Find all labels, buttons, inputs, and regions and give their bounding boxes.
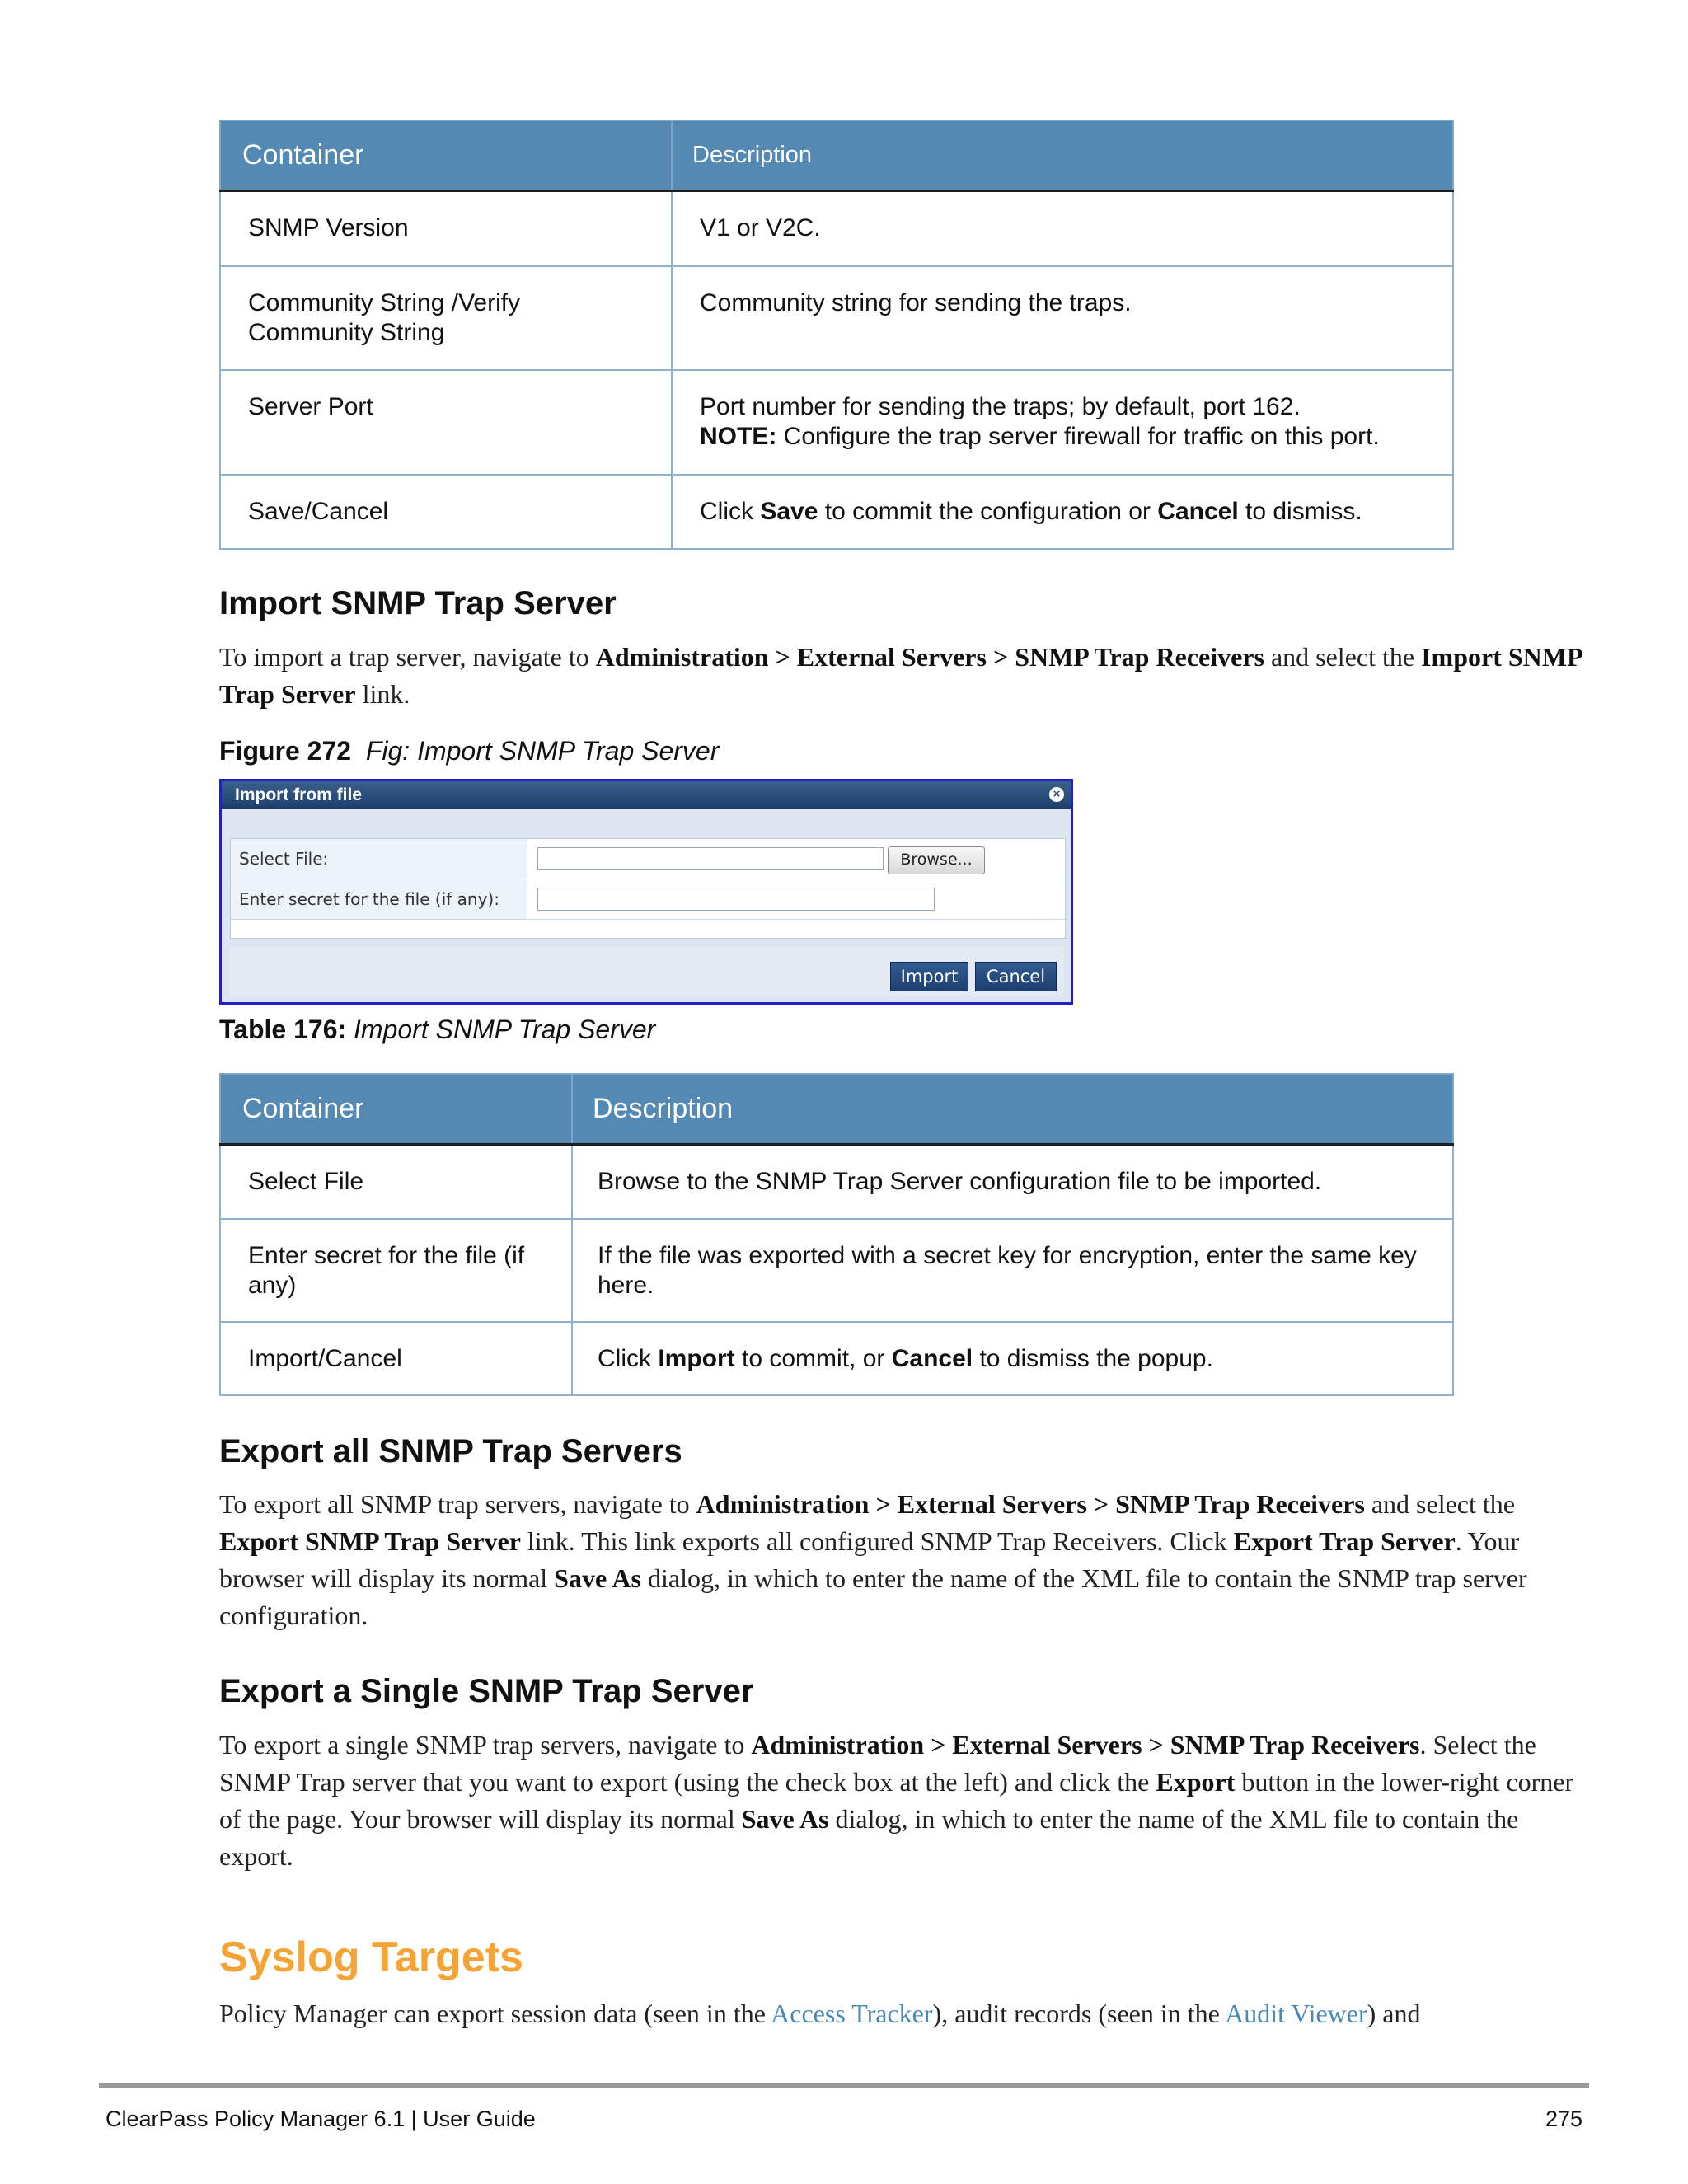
dialog-title: Import from file bbox=[222, 781, 1071, 809]
cell-container: Enter secret for the file (if any) bbox=[220, 1219, 572, 1322]
bold-save: Save bbox=[760, 497, 818, 525]
import-paragraph bbox=[219, 639, 1587, 713]
text-fragment: and select the bbox=[1264, 642, 1422, 672]
page-number: 275 bbox=[1545, 2107, 1582, 2131]
text-fragment: button in the lower-right corner of the page. Your browser will display its normal bbox=[219, 1767, 1574, 1834]
cell-description: V1 or V2C. bbox=[672, 191, 1453, 266]
export-single-paragraph bbox=[219, 1727, 1587, 1875]
table-label: Table 176: bbox=[219, 1015, 347, 1044]
dialog-form bbox=[230, 838, 1066, 939]
footer-title: ClearPass Policy Manager 6.1 | User Guide bbox=[106, 2107, 536, 2131]
secret-label: Enter secret for the file (if any): bbox=[231, 879, 528, 919]
text-fragment: and select the bbox=[1364, 1489, 1515, 1519]
text-fragment: Policy Manager can export session data (seen in the bbox=[219, 1999, 771, 2028]
import-dialog bbox=[219, 779, 1073, 1005]
text-fragment: dialog, in which to enter the name of the XML file to contain the SNMP trap server configuration. bbox=[219, 1563, 1527, 1630]
link-name: Export SNMP Trap Server bbox=[219, 1526, 521, 1556]
text-fragment: to commit the configuration or bbox=[818, 497, 1158, 525]
export-single-heading: Export a Single SNMP Trap Server bbox=[219, 1673, 754, 1709]
select-file-input[interactable] bbox=[537, 847, 884, 870]
table-header-row bbox=[220, 1074, 1453, 1145]
import-button[interactable]: Import bbox=[890, 962, 968, 991]
table-header-row bbox=[220, 120, 1453, 191]
text-fragment: ), audit records (seen in the bbox=[932, 1999, 1226, 2028]
description-text: Port number for sending the traps; by default, port 162. bbox=[700, 392, 1301, 420]
cell-container: Save/Cancel bbox=[220, 475, 672, 549]
column-header-description: Description bbox=[672, 120, 1453, 191]
table-row bbox=[220, 1145, 1453, 1219]
export-all-heading: Export all SNMP Trap Servers bbox=[219, 1433, 682, 1469]
figure-title: Fig: Import SNMP Trap Server bbox=[365, 736, 720, 766]
cell-container: Import/Cancel bbox=[220, 1322, 572, 1395]
dialog-name: Save As bbox=[741, 1804, 829, 1834]
cell-description: Browse to the SNMP Trap Server configuration file to be imported. bbox=[572, 1145, 1453, 1219]
note-label: NOTE: bbox=[700, 422, 777, 450]
cell-description bbox=[572, 1322, 1453, 1395]
text-fragment: Click bbox=[700, 497, 761, 525]
select-file-row bbox=[231, 839, 1065, 879]
column-header-container: Container bbox=[220, 1074, 572, 1145]
cell-container: Community String /Verify Community String bbox=[220, 266, 672, 370]
cancel-button[interactable]: Cancel bbox=[975, 962, 1057, 991]
text-fragment: To import a trap server, navigate to bbox=[219, 642, 596, 672]
import-heading: Import SNMP Trap Server bbox=[219, 585, 617, 621]
text-fragment: . Your browser will display its normal bbox=[219, 1526, 1520, 1593]
nav-path: Administration > External Servers > SNMP Trap Receivers bbox=[751, 1730, 1420, 1760]
import-fields-table bbox=[219, 1073, 1454, 1396]
syslog-paragraph bbox=[219, 1995, 1587, 2032]
table-title: Import SNMP Trap Server bbox=[354, 1015, 656, 1044]
table-row bbox=[220, 475, 1453, 549]
browse-button[interactable]: Browse... bbox=[888, 846, 985, 874]
text-fragment: to commit, or bbox=[734, 1344, 892, 1372]
snmp-settings-table bbox=[219, 120, 1454, 550]
export-all-paragraph bbox=[219, 1486, 1587, 1634]
text-fragment: ) and bbox=[1367, 1999, 1421, 2028]
text-fragment: to dismiss the popup. bbox=[973, 1344, 1213, 1372]
button-name: Export Trap Server bbox=[1233, 1526, 1456, 1556]
text-fragment: . Select the SNMP Trap server that you want to export (using the check box at the left) and click the bbox=[219, 1730, 1536, 1797]
table-row bbox=[220, 370, 1453, 475]
text-fragment: link. This link exports all configured SNMP Trap Receivers. Click bbox=[520, 1526, 1234, 1556]
cell-container: Select File bbox=[220, 1145, 572, 1219]
text-fragment: Click bbox=[598, 1344, 659, 1372]
link-name: Import SNMP Trap Server bbox=[219, 642, 1582, 709]
bold-cancel: Cancel bbox=[1157, 497, 1239, 525]
cell-description bbox=[672, 370, 1453, 475]
text-fragment: to dismiss. bbox=[1238, 497, 1362, 525]
secret-row bbox=[231, 879, 1065, 920]
text-fragment: To export all SNMP trap servers, navigate to bbox=[219, 1489, 696, 1519]
footer-divider bbox=[99, 2083, 1589, 2088]
text-fragment: dialog, in which to enter the name of the XML file to contain the export. bbox=[219, 1804, 1519, 1871]
button-name: Export bbox=[1156, 1767, 1236, 1797]
nav-path: Administration > External Servers > SNMP Trap Receivers bbox=[696, 1489, 1365, 1519]
secret-input[interactable] bbox=[537, 888, 935, 911]
figure-label: Figure 272 bbox=[219, 736, 352, 766]
column-header-description: Description bbox=[572, 1074, 1453, 1145]
table-caption bbox=[219, 1015, 655, 1045]
column-header-container: Container bbox=[220, 120, 672, 191]
text-fragment: link. bbox=[355, 679, 410, 709]
close-icon[interactable]: × bbox=[1049, 787, 1064, 802]
table-row bbox=[220, 191, 1453, 266]
table-row bbox=[220, 1322, 1453, 1395]
select-file-label: Select File: bbox=[231, 839, 528, 879]
figure-caption bbox=[219, 736, 719, 766]
table-row bbox=[220, 1219, 1453, 1322]
dialog-name: Save As bbox=[554, 1563, 641, 1593]
table-row bbox=[220, 266, 1453, 370]
cell-container: SNMP Version bbox=[220, 191, 672, 266]
access-tracker-link[interactable]: Access Tracker bbox=[771, 1999, 933, 2028]
cell-description: If the file was exported with a secret key for encryption, enter the same key here. bbox=[572, 1219, 1453, 1322]
bold-import: Import bbox=[658, 1344, 735, 1372]
nav-path: Administration > External Servers > SNMP Trap Receivers bbox=[595, 642, 1264, 672]
cell-container: Server Port bbox=[220, 370, 672, 475]
cell-description: Community string for sending the traps. bbox=[672, 266, 1453, 370]
syslog-heading: Syslog Targets bbox=[219, 1933, 523, 1981]
cell-description bbox=[672, 475, 1453, 549]
note-text: Configure the trap server firewall for traffic on this port. bbox=[776, 422, 1380, 450]
audit-viewer-link[interactable]: Audit Viewer bbox=[1225, 1999, 1367, 2028]
bold-cancel: Cancel bbox=[891, 1344, 973, 1372]
text-fragment: To export a single SNMP trap servers, navigate to bbox=[219, 1730, 752, 1760]
